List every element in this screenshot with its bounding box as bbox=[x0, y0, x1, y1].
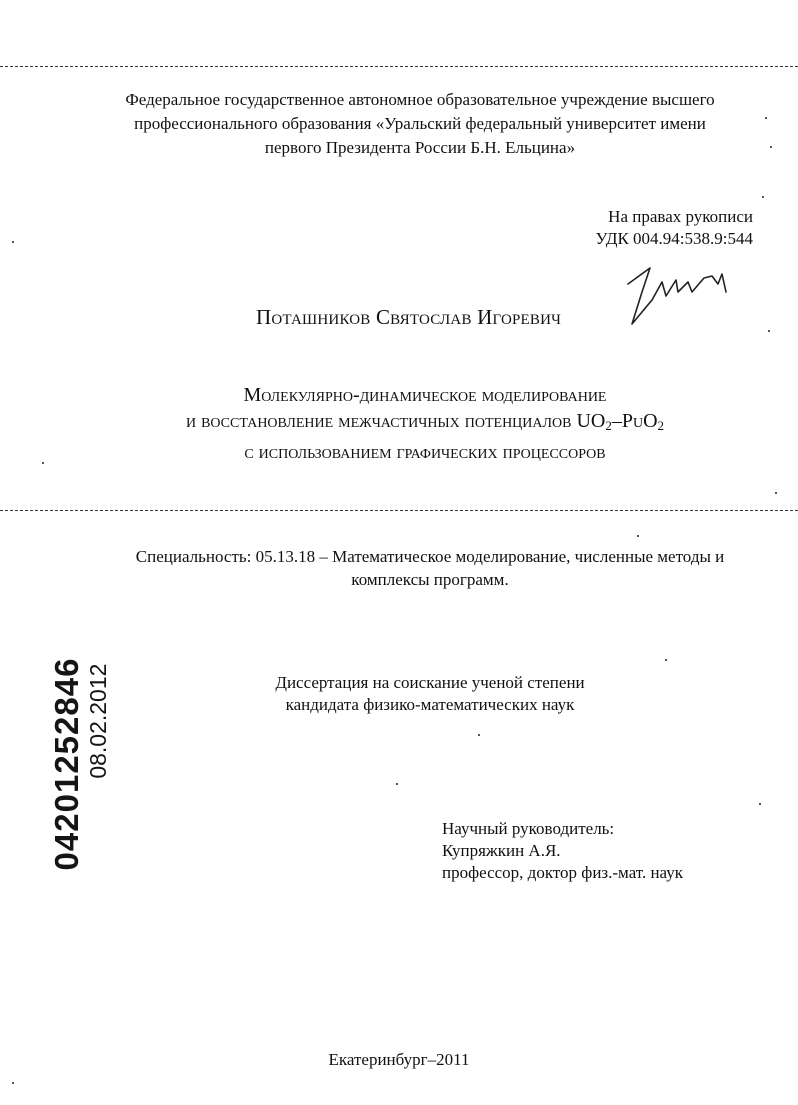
city-year: Екатеринбург–2011 bbox=[328, 1050, 470, 1069]
stamp-date: 08.02.2012 bbox=[85, 663, 111, 779]
manuscript-rights: На правах рукописи bbox=[608, 207, 753, 226]
scan-speck bbox=[12, 241, 14, 243]
title-line-2-mid: –PuO bbox=[611, 410, 658, 432]
dissertation-title bbox=[80, 382, 770, 465]
scan-speck bbox=[765, 117, 767, 119]
institution-header bbox=[70, 88, 770, 160]
scan-speck bbox=[770, 146, 772, 148]
scan-speck bbox=[759, 803, 761, 805]
advisor-name: Купряжкин А.Я. bbox=[442, 841, 561, 860]
rights-block bbox=[596, 206, 753, 250]
scan-speck bbox=[768, 330, 770, 332]
scan-speck bbox=[637, 535, 639, 537]
institution-line-2: профессионального образования «Уральский федеральный университет имени bbox=[134, 114, 706, 133]
specialty-line-2: комплексы программ. bbox=[351, 570, 509, 589]
title-subscript-1: 2 bbox=[605, 418, 612, 433]
advisor-label: Научный руководитель: bbox=[442, 819, 615, 838]
top-dashed-rule bbox=[0, 66, 798, 67]
author-name: Поташников Святослав Игоревич bbox=[256, 305, 562, 329]
scan-speck bbox=[762, 196, 764, 198]
scan-speck bbox=[665, 659, 667, 661]
scan-speck bbox=[478, 734, 480, 736]
scan-speck bbox=[396, 783, 398, 785]
library-stamp bbox=[49, 658, 111, 871]
stamp-number: 04201252846 bbox=[48, 657, 85, 871]
degree-line-1: Диссертация на соискание ученой степени bbox=[275, 673, 585, 692]
title-line-3: с использованием графических процессоров bbox=[244, 441, 606, 463]
specialty-block bbox=[100, 545, 760, 591]
institution-line-1: Федеральное государственное автономное образовательное учреждение высшего bbox=[125, 90, 715, 109]
advisor-position: профессор, доктор физ.-мат. наук bbox=[442, 863, 683, 882]
middle-dashed-rule bbox=[0, 510, 798, 511]
title-line-2 bbox=[80, 408, 770, 439]
signature-image bbox=[622, 262, 732, 332]
degree-block bbox=[220, 672, 640, 716]
scan-speck bbox=[12, 1082, 14, 1084]
specialty-line-1: Специальность: 05.13.18 – Математическое моделирование, численные методы и bbox=[135, 547, 725, 566]
title-subscript-2: 2 bbox=[657, 418, 665, 433]
title-line-2-prefix: и восстановление межчастичных потенциалов UO bbox=[185, 410, 606, 432]
institution-line-3: первого Президента России Б.Н. Ельцина» bbox=[264, 138, 576, 157]
degree-line-2: кандидата физико-математических наук bbox=[285, 695, 575, 714]
scan-speck bbox=[42, 462, 44, 464]
udc-code: УДК 004.94:538.9:544 bbox=[595, 229, 753, 248]
title-line-1: Молекулярно-динамическое моделирование bbox=[243, 384, 607, 406]
advisor-block bbox=[442, 818, 683, 884]
scan-speck bbox=[775, 492, 777, 494]
